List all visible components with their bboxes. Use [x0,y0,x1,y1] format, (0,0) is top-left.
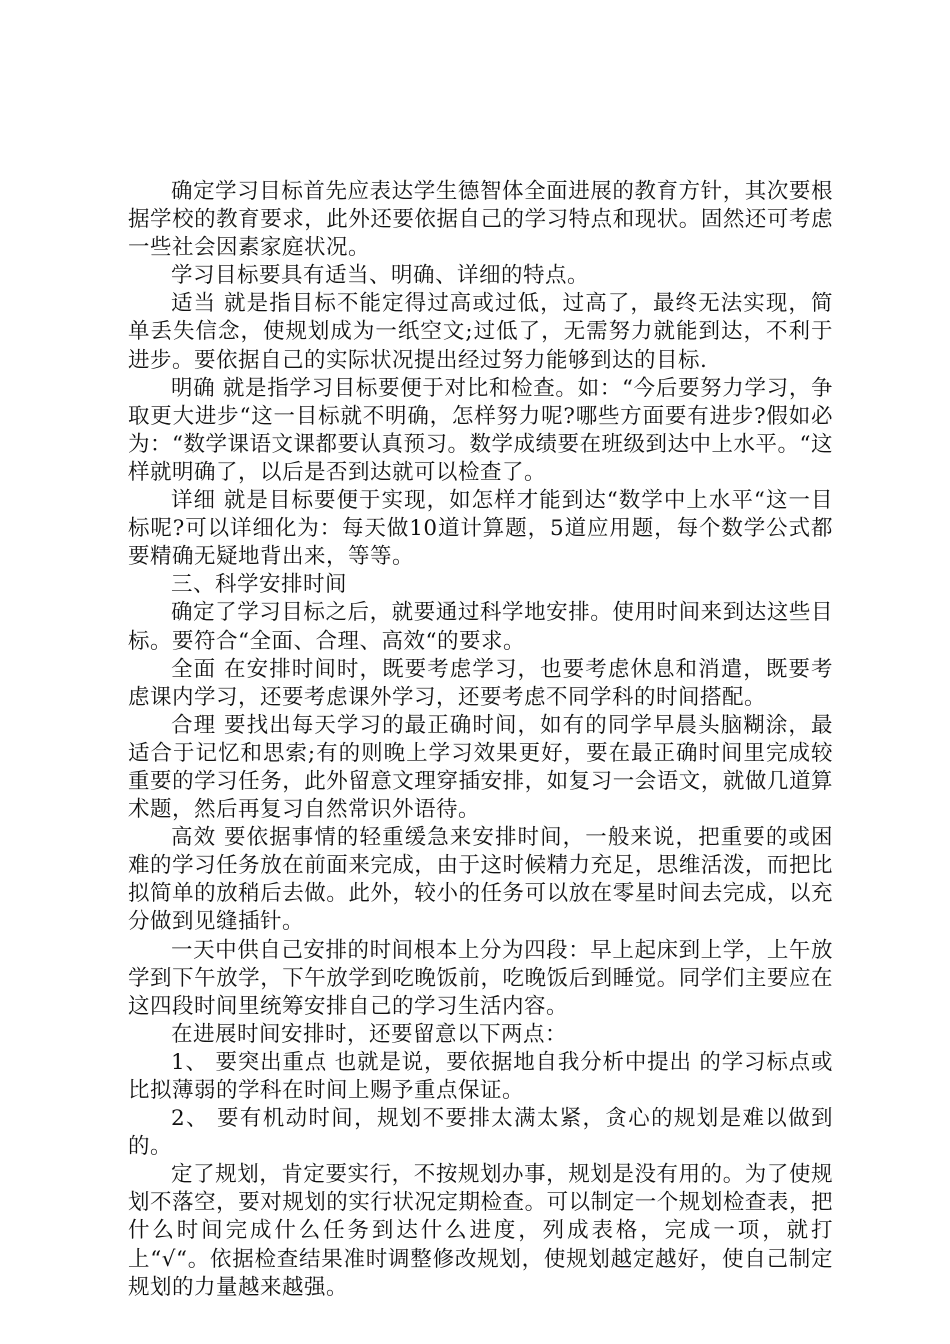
paragraph-appropriate: 适当 就是指目标不能定得过高或过低，过高了，最终无法实现，简单丢失信念，使规划成为一纸空文;过低了，无需努力就能到达，不利于进步。要依据自己的实际状况提出经过努力能够到达的目标. [128,291,833,373]
paragraph-reasonable: 合理 要找出每天学习的最正确时间，如有的同学早晨头脑糊涂，最适合于记忆和思索;有的则晚上学习效果更好，要在最正确时间里完成较重要的学习任务，此外留意文理穿插安排，如复习一会语文，就做几道算术题，然后再复习自然常识外语待。 [128,712,833,823]
paragraph-four-periods: 一天中供自己安排的时间根本上分为四段：早上起床到上学，上午放学到下午放学，下午放学到吃晚饭前，吃晚饭后到睡觉。同学们主要应在这四段时间里统筹安排自己的学习生活内容。 [128,937,833,1019]
paragraph-plan-execution: 定了规划，肯定要实行，不按规划办事，规划是没有用的。为了使规划不落空，要对规划的实行状况定期检查。可以制定一个规划检查表，把什么时间完成什么任务到达什么进度，列成表格，完成一项，就打上“√“。依据检查结果准时调整修改规划，使规划越定越好，使自己制定规划的力量越来越强。 [128,1162,833,1300]
paragraph-efficient: 高效 要依据事情的轻重缓急来安排时间，一般来说，把重要的或困难的学习任务放在前面来完成，由于这时候精力充足，思维活泼，而把比拟简单的放稍后去做。此外，较小的任务可以放在零星时间去完成，以充分做到见缝插针。 [128,825,833,935]
paragraph-time-arrangement-intro: 确定了学习目标之后，就要通过科学地安排。使用时间来到达这些目标。要符合“全面、合理、高效“的要求。 [128,600,833,654]
list-item-2: 2、 要有机动时间，规划不要排太满太紧，贪心的规划是难以做到的。 [128,1106,833,1160]
paragraph-comprehensive: 全面 在安排时间时，既要考虑学习，也要考虑休息和消遣，既要考虑课内学习，还要考虑课外学习，还要考虑不同学科的时间搭配。 [128,656,833,710]
paragraph-learning-goal-intro: 确定学习目标首先应表达学生德智体全面进展的教育方针，其次要根据学校的教育要求，此外还要依据自己的学习特点和现状。固然还可考虑一些社会因素家庭状况。 [128,179,833,261]
section-heading-time-arrangement: 三、科学安排时间 [171,572,348,598]
paragraph-two-points: 在进展时间安排时，还要留意以下两点： [171,1021,568,1047]
paragraph-detailed: 详细 就是目标要便于实现，如怎样才能到达“数学中上水平“这一目标呢?可以详细化为：每天做10道计算题，5道应用题，每个数学公式都要精确无疑地背出来，等等。 [128,488,833,570]
document-body [128,178,833,1302]
paragraph-goal-features: 学习目标要具有适当、明确、详细的特点。 [171,263,590,289]
paragraph-clear: 明确 就是指学习目标要便于对比和检查。如：“今后要努力学习，争取更大进步“这一目标就不明确，怎样努力呢?哪些方面要有进步?假如必为：“数学课语文课都要认真预习。数学成绩要在班级到达中上水平。“这样就明确了，以后是否到达就可以检查了。 [128,375,833,485]
list-item-1: 1、 要突出重点 也就是说，要依据地自我分析中提出 的学习标点或比拟薄弱的学科在时间上赐予重点保证。 [128,1049,833,1103]
